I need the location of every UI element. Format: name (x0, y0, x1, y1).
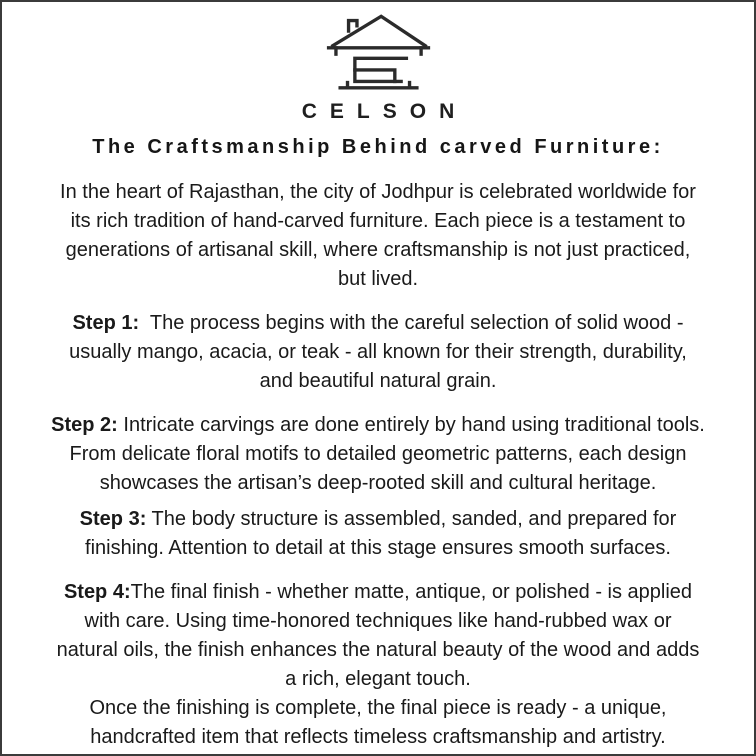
text-line: its rich tradition of hand-carved furniture. Each piece is a testament to (70, 210, 686, 232)
brand-logo (8, 10, 748, 97)
step-label: Step 4: (63, 581, 131, 603)
paragraph (8, 309, 748, 396)
page-title: The Craftsmanship Behind carved Furniture: (92, 136, 664, 158)
text-line: Step 1: The process begins with the careful selection of solid wood - (72, 312, 684, 334)
text-line: Step 4:The final finish - whether matte, antique, or polished - is applied (63, 581, 693, 603)
text-line: showcases the artisan’s deep-rooted skill and cultural heritage. (99, 472, 657, 494)
text-line: usually mango, acacia, or teak - all known for their strength, durability, (69, 341, 687, 363)
text-line: with care. Using time-honored techniques like hand-rubbed wax or (84, 610, 672, 632)
paragraph (8, 694, 748, 752)
step-label: Step 1: (72, 312, 140, 334)
text-line: but lived. (337, 268, 419, 290)
text-line: finishing. Attention to detail at this stage ensures smooth surfaces. (85, 537, 671, 559)
paragraph (8, 578, 748, 694)
step-label: Step 3: (79, 508, 147, 530)
text-line: natural oils, the finish enhances the natural beauty of the wood and adds (56, 639, 700, 661)
text-line: a rich, elegant touch. (285, 668, 471, 690)
text-line: From delicate floral motifs to detailed geometric patterns, each design (69, 443, 687, 465)
house-monogram-icon (320, 10, 436, 97)
paragraph (8, 411, 748, 498)
paragraph (8, 505, 748, 563)
paragraph (8, 178, 748, 294)
text-line: Once the finishing is complete, the final piece is ready - a unique, (89, 697, 667, 719)
text-line: Step 3: The body structure is assembled, sanded, and prepared for (79, 508, 677, 530)
text-line: handcrafted item that reflects timeless craftsmanship and artistry. (90, 726, 666, 748)
step-label: Step 2: (51, 414, 118, 436)
text-line: Step 2: Intricate carvings are done entirely by hand using traditional tools. (51, 414, 705, 436)
text-line: generations of artisanal skill, where craftsmanship is not just practiced, (65, 239, 691, 261)
body-paragraphs (8, 178, 748, 752)
text-line: In the heart of Rajasthan, the city of Jodhpur is celebrated worldwide for (60, 181, 696, 203)
brand-name: CELSON (301, 100, 468, 123)
text-line: and beautiful natural grain. (259, 370, 497, 392)
